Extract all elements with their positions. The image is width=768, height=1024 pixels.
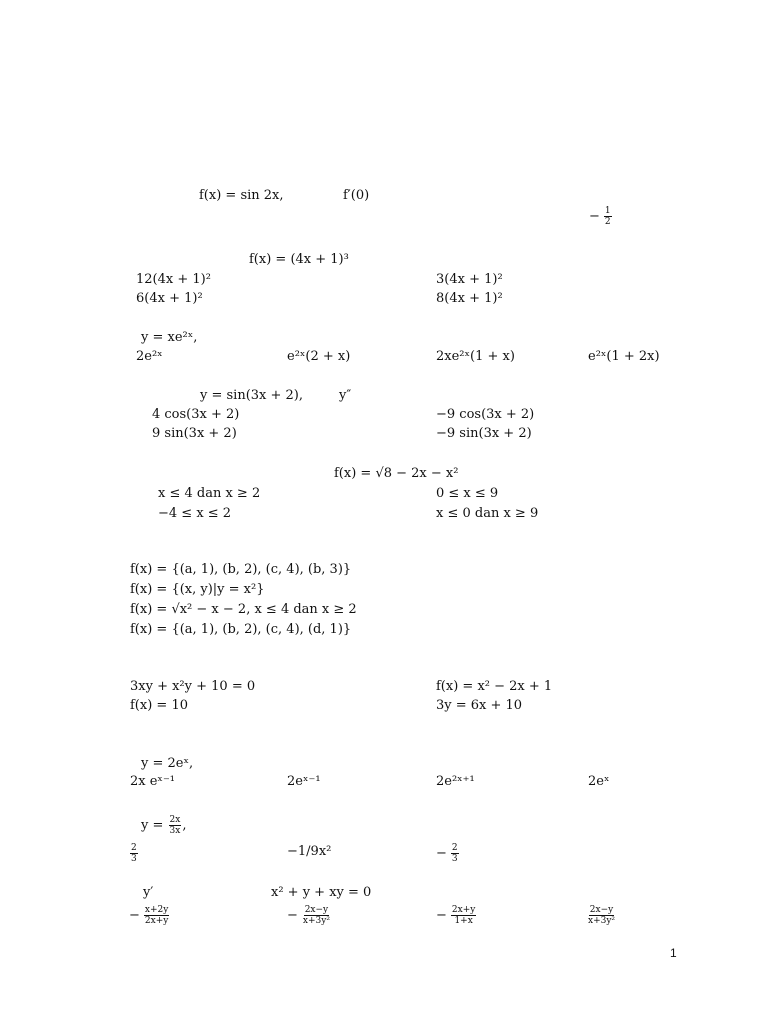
q10-option-1-num: x+2y [144,905,169,915]
q4-derivative: y″ [339,388,352,403]
q10-label: y′ [143,885,154,900]
q2-function: f(x) = (4x + 1)³ [249,252,349,267]
q9-function-suffix: , [182,818,187,833]
q4-option-4: −9 sin(3x + 2) [436,426,532,441]
q1-answer-sign: − [589,209,600,224]
q2-option-4: 8(4x + 1)² [436,291,503,306]
q4-option-2: −9 cos(3x + 2) [436,407,535,422]
q5-option-1: x ≤ 4 dan x ≥ 2 [158,486,261,501]
q9-option-3 [436,843,460,864]
q3-option-4: e²ˣ(1 + 2x) [588,349,660,364]
q10-option-2-den: x+3y² [302,916,330,926]
q3-option-3: 2xe²ˣ(1 + x) [436,349,515,364]
q9-function-num: 2x [169,815,181,825]
q6-option-2: f(x) = {(x, y)|y = x²} [130,582,265,597]
q10-option-2-num: 2x−y [304,905,329,915]
q7-option-4: 3y = 6x + 10 [436,698,523,713]
q8-function: y = 2eˣ, [141,756,194,771]
q10-option-3 [436,905,477,926]
q2-option-3: 6(4x + 1)² [136,291,203,306]
q10-option-3-num: 2x+y [451,905,476,915]
q10-option-4 [586,905,617,926]
q10-equation: x² + y + xy = 0 [271,885,372,900]
q1-derivative: f′(0) [343,188,370,203]
q9-option-1 [129,843,139,864]
q10-option-4-den: x+3y² [588,916,616,926]
q10-option-1-den: 2x+y [144,916,169,926]
q9-function-den: 3x [169,826,181,836]
q6-option-3: f(x) = √x² − x − 2, x ≤ 4 dan x ≥ 2 [130,602,357,617]
q9-function [141,815,186,836]
q10-option-3-sign: − [436,908,447,923]
q2-option-1: 12(4x + 1)² [136,272,211,287]
q10-option-3-den: 1+x [454,916,473,926]
q7-option-3: f(x) = 10 [130,698,188,713]
q4-function: y = sin(3x + 2), [200,388,304,403]
q3-option-1: 2e²ˣ [136,349,163,364]
q9-option-1-num: 2 [131,843,137,853]
q5-option-2: 0 ≤ x ≤ 9 [436,486,499,501]
q9-function-prefix: y = [141,818,164,833]
q9-option-1-den: 3 [131,854,137,864]
q1-answer [589,206,613,227]
q10-option-2-sign: − [287,908,298,923]
q9-option-3-sign: − [436,846,447,861]
q8-option-4: 2eˣ [588,774,610,789]
q3-option-2: e²ˣ(2 + x) [287,349,351,364]
q6-option-4: f(x) = {(a, 1), (b, 2), (c, 4), (d, 1)} [130,622,352,637]
q10-option-4-num: 2x−y [589,905,614,915]
q6-option-1: f(x) = {(a, 1), (b, 2), (c, 4), (b, 3)} [130,562,352,577]
q4-option-1: 4 cos(3x + 2) [152,407,240,422]
q1-function: f(x) = sin 2x, [199,188,284,203]
q5-option-3: −4 ≤ x ≤ 2 [158,506,232,521]
q9-option-2: −1/9x² [287,844,332,859]
q7-option-1: 3xy + x²y + 10 = 0 [130,679,256,694]
page-number: 1 [670,946,677,960]
q9-option-3-num: 2 [451,843,458,853]
q1-answer-num: 1 [604,206,611,216]
q2-option-2: 3(4x + 1)² [436,272,503,287]
q10-option-1 [129,905,170,926]
q1-answer-den: 2 [604,217,611,227]
q10-option-1-sign: − [129,908,140,923]
q10-option-2 [287,905,332,926]
q5-function: f(x) = √8 − 2x − x² [334,466,459,481]
q7-option-2: f(x) = x² − 2x + 1 [436,679,553,694]
q8-option-1: 2x eˣ⁻¹ [130,774,176,789]
q9-option-3-den: 3 [451,854,458,864]
q8-option-3: 2e²ˣ⁺¹ [436,774,475,789]
q4-option-3: 9 sin(3x + 2) [152,426,237,441]
q8-option-2: 2eˣ⁻¹ [287,774,321,789]
q5-option-4: x ≤ 0 dan x ≥ 9 [436,506,539,521]
q3-function: y = xe²ˣ, [141,330,198,345]
